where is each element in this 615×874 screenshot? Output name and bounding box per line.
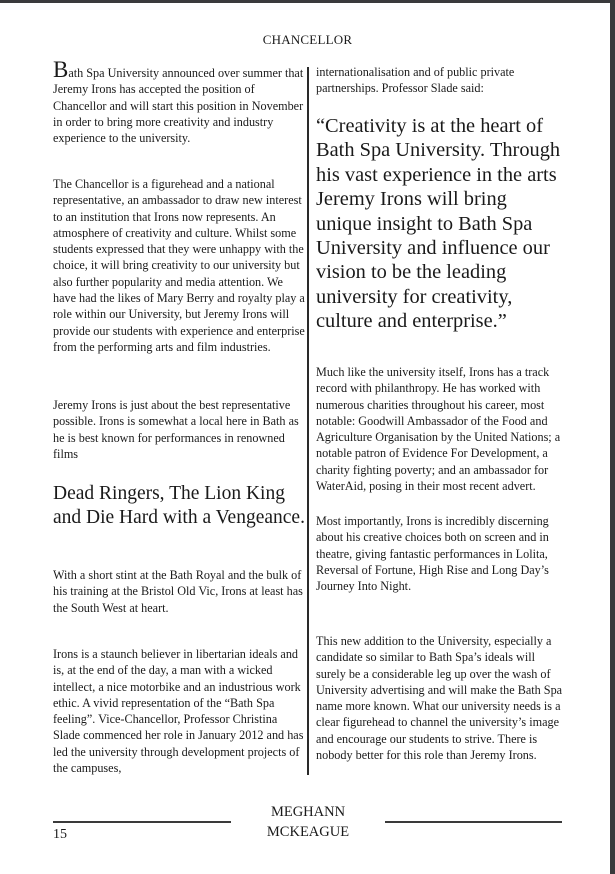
page-number: 15 <box>53 827 67 842</box>
author-byline <box>230 802 386 842</box>
column-divider <box>307 67 309 775</box>
libertarian-paragraph: Irons is a staunch believer in libertarian ideals and is, at the end of the day, a man with a wicked intellect, a nice motorbike and an industrious work ethic. A vivid representation of the “Bath Spa feeling”. Vice-Chancellor, Professor Christina Slade commenced her role in January 2012 and has led the university through development projects of the campuses, <box>53 647 304 776</box>
footer-rule-right <box>385 821 562 823</box>
author-last-name: MCKEAGUE <box>266 824 350 840</box>
drop-cap: B <box>53 57 69 82</box>
intro-text: ath Spa University announced over summer that Jeremy Irons has accepted the position of Chancellor and will start this position in November in order to bring more creativity and industry experience to the university. <box>53 66 304 146</box>
film-heading: Dead Ringers, The Lion King and Die Hard with a Vengeance. <box>53 483 305 528</box>
continuation-paragraph: internationalisation and of public private partnerships. Professor Slade said: <box>316 65 515 96</box>
author-first-name: MEGHANN <box>270 804 346 820</box>
intro-paragraph <box>53 57 305 146</box>
training-paragraph: With a short stint at the Bath Royal and the bulk of his training at the Bristol Old Vic, Irons at least has the South West at heart. <box>53 568 303 615</box>
section-title: CHANCELLOR <box>262 32 353 47</box>
window-top-border <box>0 0 615 3</box>
philanthropy-paragraph: Much like the university itself, Irons has a track record with philanthropy. He has worked with numerous charities throughout his career, most notable: Goodwill Ambassador of the Food and Agriculture Organisation by the United Nations; a notable patron of Evidence For Development, a charity fighting poverty; and an ambassador for WaterAid, posing in their most recent advert. <box>316 365 561 494</box>
chancellor-role-paragraph: The Chancellor is a figurehead and a national representative, an ambassador to draw new interest to an institution that Irons now represents. An atmosphere of creativity and culture. Whilst some students expressed that they were unhappy with the choice, it will bring creativity to our university but also further popularity and media attention. We have had the likes of Mary Berry and royalty play a role within our University, but Jeremy Irons will provide our students with experience and enterprise from the performing arts and film industries. <box>53 177 305 354</box>
footer-rule-left <box>53 821 231 823</box>
window-right-border <box>610 0 615 874</box>
conclusion-paragraph: This new addition to the University, especially a candidate so similar to Bath Spa’s ideals will surely be a considerable leg up over the wash of University advertising and will make the Bath Spa name more known. What our university needs is a clear figurehead to channel the university’s image and encourage our students to strive. There is nobody better for this role than Jeremy Irons. <box>316 634 563 763</box>
irons-representative-paragraph: Jeremy Irons is just about the best representative possible. Irons is somewhat a local here in Bath as he is best known for performances in renowned films <box>53 398 299 461</box>
pull-quote: “Creativity is at the heart of Bath Spa University. Through his vast experience in the arts Jeremy Irons will bring unique insight to Bath Spa University and influence our vision to be the leading university for creativity, culture and enterprise.” <box>316 115 561 333</box>
creative-choices-paragraph: Most importantly, Irons is incredibly discerning about his creative choices both on screen and in theatre, giving fantastic performances in Lolita, Reversal of Fortune, High Rise and Long Day’s Journey Into Night. <box>316 514 549 594</box>
